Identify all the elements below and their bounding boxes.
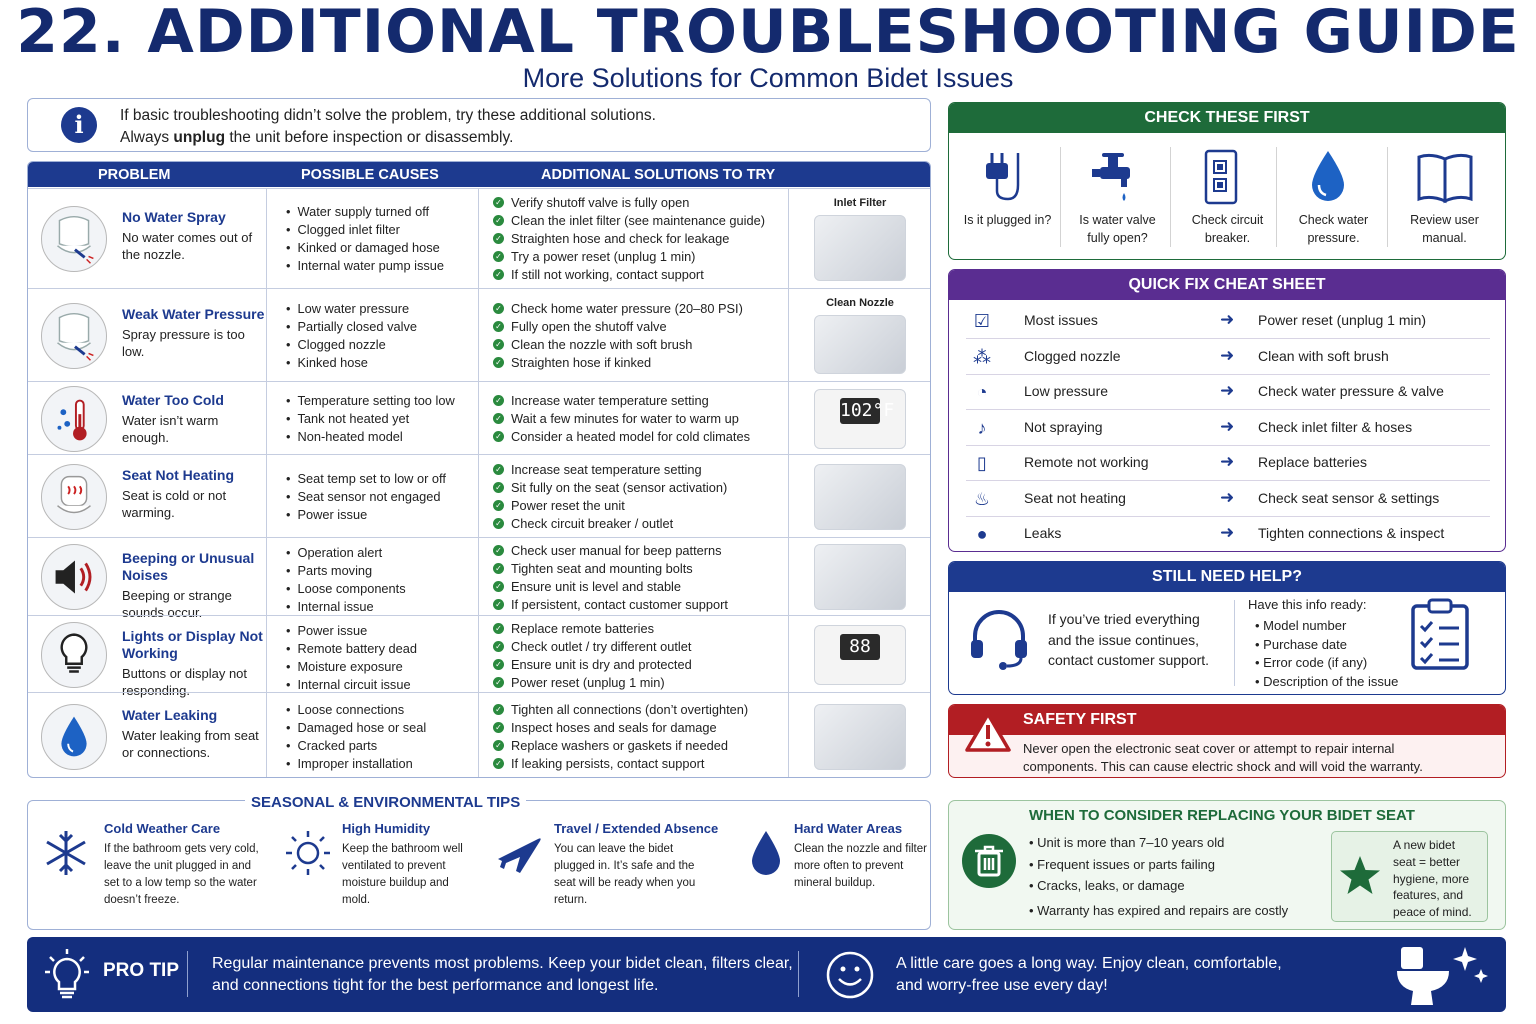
breaker-icon — [1198, 147, 1258, 205]
replace-panel — [948, 800, 1506, 930]
cause-item: • Clogged inlet filter — [286, 221, 444, 239]
solution-item: ✓ Power reset the unit — [493, 497, 727, 515]
solution-item: ✓ Try a power reset (unplug 1 min) — [493, 248, 765, 266]
solutions-list — [493, 392, 750, 446]
solution-item: ✓ Replace washers or gaskets if needed — [493, 737, 748, 755]
thermometer-icon — [41, 386, 107, 452]
solution-item: ✓ Check outlet / try different outlet — [493, 638, 692, 656]
cheat-row — [966, 340, 1490, 375]
tip-title: Travel / Extended Absence — [554, 821, 719, 836]
check-item — [1065, 147, 1170, 247]
headset-icon — [967, 606, 1031, 672]
cause-item: • Water supply turned off — [286, 203, 444, 221]
solution-item: ✓ Tighten all connections (don’t overtighten) — [493, 701, 748, 719]
heated-seat-icon — [41, 464, 107, 530]
help-info-item: • Model number — [1255, 618, 1347, 633]
causes-list — [286, 300, 417, 372]
cheat-fix: Tighten connections & inspect — [1258, 525, 1445, 541]
solutions-list — [493, 461, 727, 533]
causes-list — [286, 544, 406, 616]
footer-message: A little care goes a long way. Enjoy clean, comfortable, and worry-free use every day! — [896, 955, 1282, 994]
replace-note-box — [1331, 831, 1488, 922]
arrow-right-icon: ➜ — [1220, 452, 1235, 471]
display-readout: 88 — [840, 634, 880, 660]
cause-item: • Damaged hose or seal — [286, 719, 426, 737]
cause-item: • Moisture exposure — [286, 658, 417, 676]
solution-item: ✓ Fully open the shutoff valve — [493, 318, 743, 336]
solution-item: ✓ If persistent, contact customer support — [493, 596, 728, 614]
check-item — [1281, 147, 1386, 247]
info-icon: i — [61, 107, 97, 143]
tip-description: If the bathroom gets very cold, leave the unit plugged in and set to a low temp so the water doesn’t freeze. — [104, 843, 259, 906]
cause-item: • Loose connections — [286, 701, 426, 719]
cause-item: • Low water pressure — [286, 300, 417, 318]
lightbulb-icon — [41, 622, 107, 688]
cause-item: • Loose components — [286, 580, 406, 598]
cause-item: • Partially closed valve — [286, 318, 417, 336]
arrow-right-icon: ➜ — [1220, 345, 1235, 365]
cause-item: • Internal water pump issue — [286, 257, 444, 275]
cheat-row — [966, 446, 1490, 481]
cause-item: • Seat sensor not engaged — [286, 488, 446, 506]
intro-line-1: If basic troubleshooting didn’t solve the problem, try these additional solutions. — [120, 107, 656, 124]
water-drop-icon: ● — [976, 524, 988, 544]
toilet-spray-icon — [41, 303, 107, 369]
table-header — [28, 162, 931, 187]
cheat-row — [966, 304, 1490, 339]
cheat-problem: Remote not working — [1024, 454, 1149, 470]
cheat-fix: Replace batteries — [1258, 454, 1367, 470]
causes-list — [286, 203, 444, 275]
speaker-icon — [41, 544, 107, 610]
spray-icon: ⁂ — [973, 346, 991, 367]
display-readout: 102°F — [840, 398, 880, 424]
thumbnail-image — [814, 544, 906, 610]
pro-tip-footer — [27, 937, 1506, 1012]
arrow-right-icon: ➜ — [1220, 523, 1235, 542]
problem-name: Beeping or Unusual Noises — [122, 550, 255, 583]
check-item — [1392, 147, 1497, 247]
problem-description: Beeping or strange sounds occur. — [122, 588, 232, 620]
solution-item: ✓ Inspect hoses and seals for damage — [493, 719, 748, 737]
cause-item: • Kinked hose — [286, 354, 417, 372]
replace-item: • Cracks, leaks, or damage — [1029, 878, 1185, 893]
solution-item: ✓ Check circuit breaker / outlet — [493, 515, 727, 533]
problem-name: No Water Spray — [122, 209, 226, 225]
safety-text: Never open the electronic seat cover or attempt to repair internal components. This can cause electric shock and will void the warranty. — [1023, 741, 1423, 774]
check-item — [955, 147, 1060, 229]
solution-item: ✓ Power reset (unplug 1 min) — [493, 674, 692, 692]
thumbnail-label: Inlet Filter — [833, 197, 887, 209]
table-row — [28, 288, 931, 381]
safety-panel — [948, 704, 1506, 778]
cheat-row — [966, 375, 1490, 410]
cheat-problem: Leaks — [1024, 525, 1062, 541]
seasonal-title: SEASONAL & ENVIRONMENTAL TIPS — [245, 794, 526, 811]
cause-item: • Tank not heated yet — [286, 410, 455, 428]
help-info-item: • Error code (if any) — [1255, 655, 1368, 670]
nozzle-icon: ♪ — [977, 417, 987, 438]
problem-name: Lights or Display Not Working — [122, 628, 263, 661]
solution-item: ✓ Ensure unit is level and stable — [493, 578, 728, 596]
cause-item: • Internal circuit issue — [286, 676, 417, 694]
remote-icon: ▯ — [977, 453, 987, 473]
check-item — [1175, 147, 1280, 247]
tip-description: Clean the nozzle and filter more often to prevent mineral buildup. — [794, 843, 927, 889]
problem-name: Seat Not Heating — [122, 466, 235, 483]
solutions-list — [493, 542, 728, 614]
solution-item: ✓ Verify shutoff valve is fully open — [493, 194, 765, 212]
solution-item: ✓ Sit fully on the seat (sensor activation) — [493, 479, 727, 497]
cheat-fix: Check water pressure & valve — [1258, 383, 1444, 399]
solution-item: ✓ Straighten hose and check for leakage — [493, 230, 765, 248]
help-panel — [948, 561, 1506, 695]
cause-item: • Remote battery dead — [286, 640, 417, 658]
cheat-fix: Power reset (unplug 1 min) — [1258, 312, 1427, 328]
cause-item: • Clogged nozzle — [286, 336, 417, 354]
check-item-label: Is it plugged in? — [963, 213, 1052, 227]
problem-description: Water isn’t warm enough. — [122, 413, 219, 445]
cheat-row — [966, 411, 1490, 446]
page-subtitle: More Solutions for Common Bidet Issues — [522, 63, 1014, 93]
table-row — [28, 615, 931, 698]
help-info-item: • Description of the issue — [1255, 673, 1399, 689]
causes-list — [286, 392, 455, 446]
cause-item: • Non-heated model — [286, 428, 455, 446]
solution-item: ✓ Increase seat temperature setting — [493, 461, 727, 479]
solutions-list — [493, 620, 692, 692]
problem-name: Weak Water Pressure — [122, 305, 265, 322]
toilet-spray-icon — [41, 206, 107, 272]
arrow-right-icon: ➜ — [1220, 416, 1235, 436]
cheat-problem: Low pressure — [1024, 383, 1109, 399]
replace-item: • Frequent issues or parts failing — [1029, 856, 1215, 872]
problem-description: Buttons or display not responding. — [122, 666, 248, 698]
replace-note: A new bidet seat = better hygiene, more features, and peace of mind. — [1393, 838, 1472, 920]
intro-note — [27, 98, 931, 152]
solution-item: ✓ Ensure unit is dry and protected — [493, 656, 692, 674]
cause-item: • Seat temp set to low or off — [286, 470, 446, 488]
safety-title: SAFETY FIRST — [1023, 711, 1137, 728]
help-text: If you’ve tried everything and the issue continues, contact customer support. — [1048, 611, 1210, 668]
water-drop-icon — [1304, 147, 1364, 205]
warning-icon — [965, 711, 1011, 753]
intro-line-2: Always unplug the unit before inspection or disassembly. — [120, 129, 514, 146]
thumbnail-image — [814, 464, 906, 530]
problem-description: Seat is cold or not warming. — [122, 487, 227, 520]
arrow-right-icon: ➜ — [1220, 381, 1235, 400]
cause-item: • Power issue — [286, 622, 417, 640]
cheat-problem: Clogged nozzle — [1024, 347, 1121, 364]
table-row — [28, 381, 931, 454]
plug-icon — [978, 147, 1038, 205]
toilet-sparkle-icon — [1393, 943, 1493, 1007]
help-info-list — [1255, 617, 1398, 691]
header-causes: POSSIBLE CAUSES — [301, 167, 439, 183]
sun-icon — [284, 829, 332, 882]
cheat-fix: Clean with soft brush — [1258, 347, 1389, 364]
solution-item: ✓ Tighten seat and mounting bolts — [493, 560, 728, 578]
cheat-problem: Seat not heating — [1024, 489, 1126, 506]
replace-title: WHEN TO CONSIDER REPLACING YOUR BIDET SEAT — [1029, 807, 1415, 824]
check-first-panel — [948, 102, 1506, 260]
solution-item: ✓ Wait a few minutes for water to warm up — [493, 410, 750, 428]
solution-item: ✓ If leaking persists, contact support — [493, 755, 748, 773]
table-row — [28, 692, 931, 778]
troubleshooting-table — [27, 161, 931, 778]
check-item-label: Check circuit breaker. — [1191, 213, 1264, 245]
cheat-sheet-panel — [948, 269, 1506, 552]
thumbnail-label: Clean Nozzle — [826, 297, 894, 309]
cheat-fix: Check seat sensor & settings — [1258, 489, 1440, 506]
thumbnail-image — [814, 215, 906, 281]
problem-description: Spray pressure is too low. — [122, 326, 245, 359]
check-first-title: CHECK THESE FIRST — [949, 103, 1505, 133]
cheat-problem: Not spraying — [1024, 418, 1103, 435]
tip-title: High Humidity — [342, 821, 431, 836]
gauge-icon: ◔ — [976, 382, 988, 402]
lightbulb-icon — [42, 947, 92, 1001]
solution-item: ✓ Consider a heated model for cold climates — [493, 428, 750, 446]
check-item-label: Check water pressure. — [1298, 213, 1369, 245]
thumbnail-image — [814, 704, 906, 770]
cause-item: • Kinked or damaged hose — [286, 239, 444, 257]
causes-list — [286, 701, 426, 773]
solution-item: ✓ Clean the inlet filter (see maintenance guide) — [493, 212, 765, 230]
help-info-item: • Purchase date — [1255, 636, 1348, 652]
snowflake-icon — [42, 829, 90, 882]
solutions-list — [493, 300, 743, 372]
star-icon — [1338, 854, 1382, 898]
page-title: 22. ADDITIONAL TROUBLESHOOTING GUIDE — [16, 0, 1520, 67]
display-panel-image — [814, 625, 906, 685]
thumbnail-image — [814, 315, 906, 374]
checkbox-icon: ☑ — [973, 311, 991, 331]
tip-title: Cold Weather Care — [104, 821, 221, 836]
problem-description: Water leaking from seat or connections. — [122, 727, 259, 760]
cause-item: • Parts moving — [286, 562, 406, 580]
table-row — [28, 537, 931, 620]
solutions-list — [493, 701, 748, 773]
help-info-title: Have this info ready: — [1248, 597, 1367, 612]
solution-item: ✓ If still not working, contact support — [493, 266, 765, 284]
replace-item: • Warranty has expired and repairs are costly — [1029, 902, 1289, 918]
faucet-icon — [1088, 147, 1148, 205]
tip-description: Keep the bathroom well ventilated to prevent moisture buildup and mold. — [342, 843, 463, 906]
solution-item: ✓ Replace remote batteries — [493, 620, 692, 638]
cause-item: • Temperature setting too low — [286, 392, 455, 410]
check-item-label: Is water valve fully open? — [1079, 213, 1156, 245]
cause-item: • Operation alert — [286, 544, 406, 562]
cheat-row — [966, 517, 1490, 552]
airplane-icon — [494, 829, 542, 882]
seasonal-tips-panel — [27, 794, 931, 930]
arrow-right-icon: ➜ — [1220, 310, 1235, 329]
solution-item: ✓ Increase water temperature setting — [493, 392, 750, 410]
solution-item: ✓ Check home water pressure (20–80 PSI) — [493, 300, 743, 318]
smiley-icon — [825, 950, 875, 1000]
solutions-list — [493, 194, 765, 284]
cause-item: • Cracked parts — [286, 737, 426, 755]
tip-title: Hard Water Areas — [794, 821, 903, 836]
solution-item: ✓ Clean the nozzle with soft brush — [493, 336, 743, 354]
cause-item: • Power issue — [286, 506, 446, 524]
trash-icon — [961, 833, 1017, 889]
display-panel-image — [814, 389, 906, 449]
check-item-label: Review user manual. — [1410, 213, 1479, 245]
help-title: STILL NEED HELP? — [949, 562, 1505, 592]
replace-item: • Unit is more than 7–10 years old — [1029, 835, 1225, 850]
cheat-problem: Most issues — [1024, 312, 1098, 328]
arrow-right-icon: ➜ — [1220, 487, 1235, 507]
header-solutions: ADDITIONAL SOLUTIONS TO TRY — [541, 167, 776, 183]
problem-description: No water comes out of the nozzle. — [122, 230, 253, 262]
cheat-fix: Check inlet filter & hoses — [1258, 418, 1413, 435]
cause-item: • Internal issue — [286, 598, 406, 616]
pro-tip-label: PRO TIP — [103, 960, 180, 981]
causes-list — [286, 470, 446, 524]
cheat-row — [966, 482, 1490, 517]
problem-name: Water Leaking — [122, 706, 218, 723]
heat-icon: ♨ — [973, 488, 991, 509]
table-row — [28, 188, 931, 288]
solution-item: ✓ Check user manual for beep patterns — [493, 542, 728, 560]
causes-list — [286, 622, 417, 694]
pro-tip-text: Regular maintenance prevents most problems. Keep your bidet clean, filters clear, and connections tight for the best performance and longest life. — [212, 955, 793, 994]
header-problem: PROBLEM — [98, 167, 171, 183]
clipboard-icon — [1409, 598, 1471, 672]
book-icon — [1415, 147, 1475, 205]
solution-item: ✓ Straighten hose if kinked — [493, 354, 743, 372]
replace-list — [1029, 832, 1288, 921]
cheat-sheet-title: QUICK FIX CHEAT SHEET — [949, 270, 1505, 300]
table-row — [28, 454, 931, 537]
water-drop-icon — [41, 704, 107, 770]
cause-item: • Improper installation — [286, 755, 426, 773]
problem-name: Water Too Cold — [122, 392, 224, 408]
tip-description: You can leave the bidet plugged in. It’s safe and the seat will be ready when you return. — [554, 843, 696, 906]
water-drop-icon — [742, 827, 790, 880]
